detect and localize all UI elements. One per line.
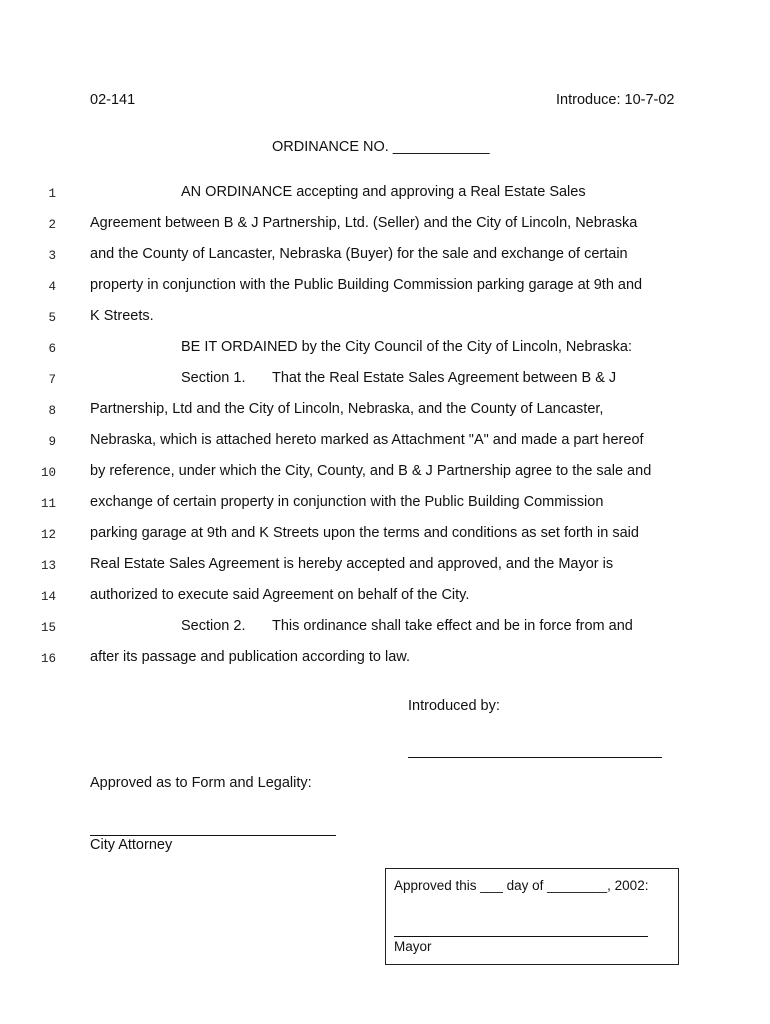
line-text: exchange of certain property in conjunction with the Public Building Commission: [90, 494, 604, 510]
line-number: 4: [48, 280, 56, 294]
line-text: parking garage at 9th and K Streets upon the terms and conditions as set forth in said: [90, 525, 639, 541]
line-text: AN ORDINANCE accepting and approving a Real Estate Sales: [181, 184, 586, 200]
line-number: 15: [40, 621, 56, 635]
line-number: 12: [40, 528, 56, 542]
line-number: 3: [48, 249, 56, 263]
line-number: 9: [48, 435, 56, 449]
line-number: 13: [40, 559, 56, 573]
line-text: Real Estate Sales Agreement is hereby accepted and approved, and the Mayor is: [90, 556, 614, 572]
line-text: after its passage and publication according to law.: [90, 649, 411, 665]
document-number: 02-141: [90, 92, 136, 108]
line-text: authorized to execute said Agreement on behalf of the City.: [90, 587, 470, 603]
line-number: 8: [48, 404, 56, 418]
line-number: 14: [40, 590, 56, 604]
city-attorney-label: City Attorney: [90, 837, 173, 853]
line-text: by reference, under which the City, County, and B & J Partnership agree to the sale and: [90, 463, 652, 479]
line-number: 5: [48, 311, 56, 325]
introducer-signature-line: [408, 757, 662, 758]
introduce-date: Introduce: 10-7-02: [556, 92, 675, 108]
line-text: Agreement between B & J Partnership, Ltd. (Seller) and the City of Lincoln, Nebraska: [90, 215, 638, 231]
line-text: K Streets.: [90, 308, 154, 324]
mayor-label: Mayor: [394, 939, 432, 954]
mayor-signature-line: [394, 936, 648, 937]
line-number: 2: [48, 218, 56, 232]
line-text: Nebraska, which is attached hereto marked as Attachment "A" and made a part hereof: [90, 432, 644, 448]
approval-date-text: Approved this ___ day of ________, 2002:: [394, 878, 649, 893]
line-number: 10: [40, 466, 56, 480]
line-number: 1: [48, 187, 56, 201]
introduced-by-label: Introduced by:: [408, 698, 500, 714]
ordinance-title: ORDINANCE NO. ____________: [272, 139, 490, 155]
attorney-signature-line: [90, 835, 336, 836]
line-number: 7: [48, 373, 56, 387]
section-label: Section 1.: [181, 370, 246, 386]
line-text: Partnership, Ltd and the City of Lincoln, Nebraska, and the County of Lancaster,: [90, 401, 604, 417]
line-text: BE IT ORDAINED by the City Council of the City of Lincoln, Nebraska:: [181, 339, 633, 355]
line-text: property in conjunction with the Public Building Commission parking garage at 9th and: [90, 277, 643, 293]
line-number: 16: [40, 652, 56, 666]
line-number: 6: [48, 342, 56, 356]
section-label: Section 2.: [181, 618, 246, 634]
approved-form-label: Approved as to Form and Legality:: [90, 775, 312, 791]
line-number: 11: [40, 497, 56, 511]
line-text: That the Real Estate Sales Agreement between B & J: [272, 370, 617, 386]
mayor-approval-box: [385, 868, 679, 965]
line-text: This ordinance shall take effect and be in force from and: [272, 618, 633, 634]
line-text: and the County of Lancaster, Nebraska (Buyer) for the sale and exchange of certain: [90, 246, 628, 262]
